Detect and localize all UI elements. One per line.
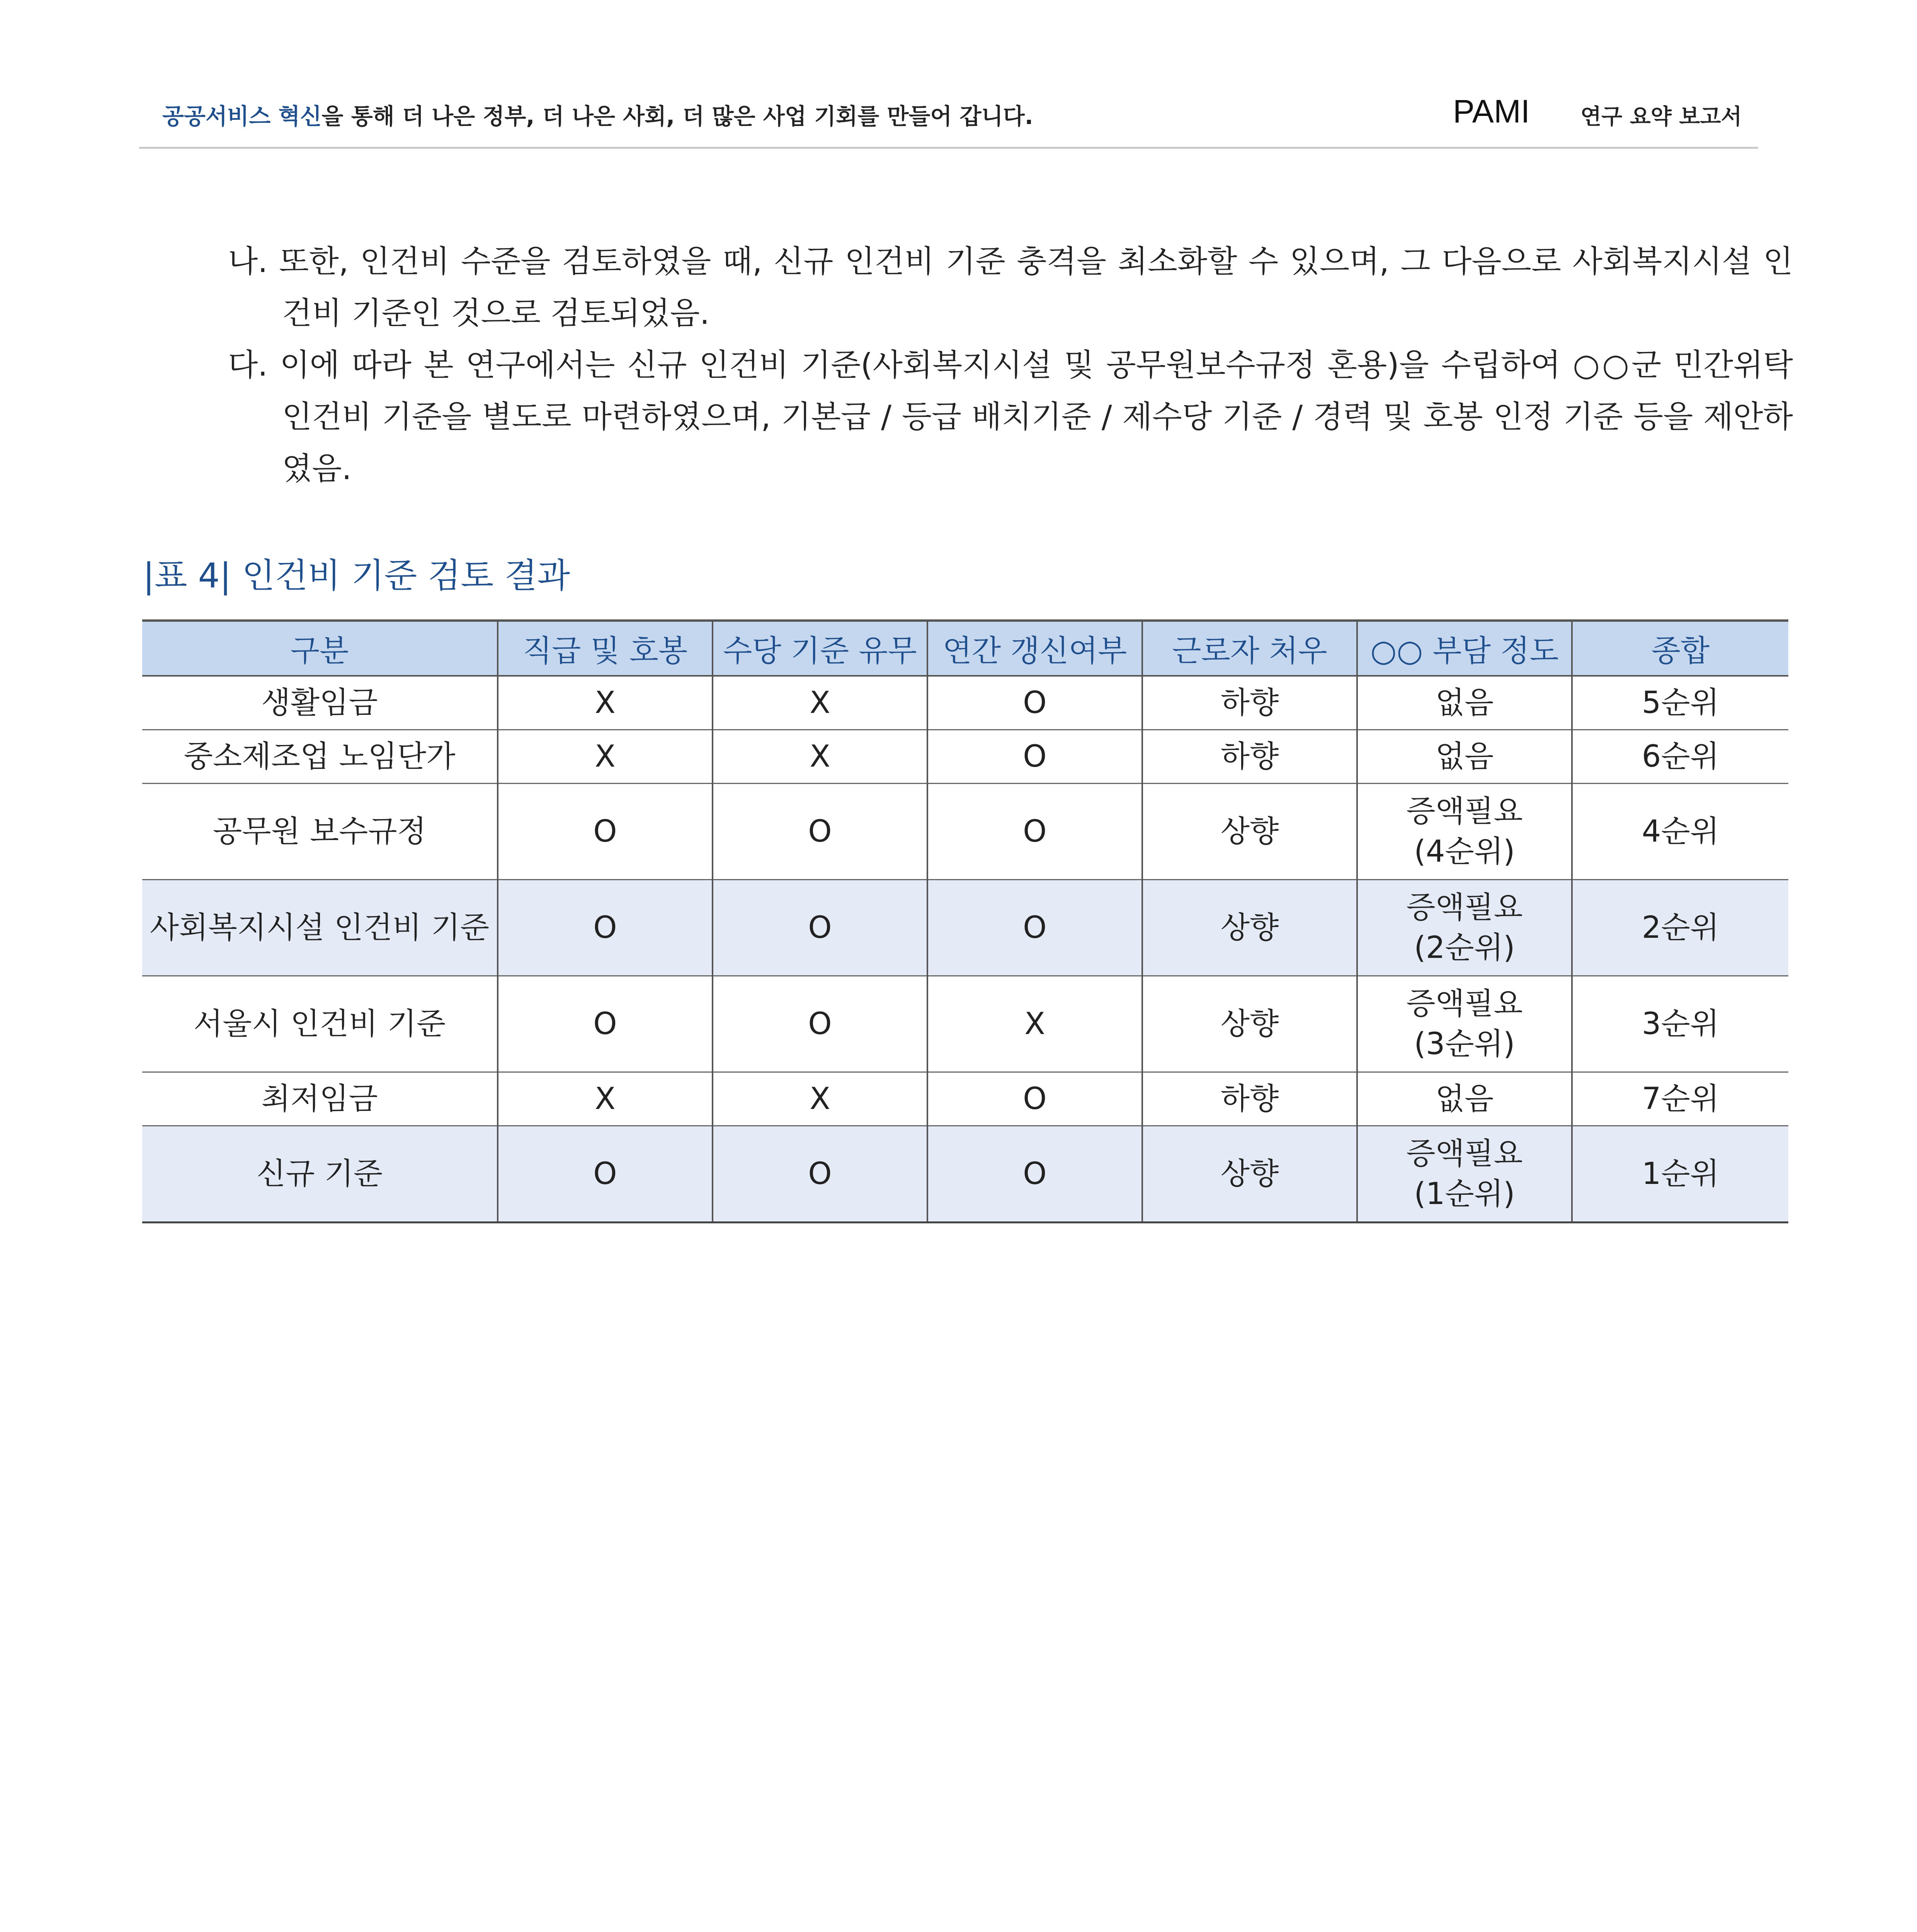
table-cell: O bbox=[713, 784, 927, 880]
table-cell: O bbox=[927, 1126, 1142, 1223]
header-cell: 연간 갱신여부 bbox=[927, 621, 1142, 676]
table-cell: O bbox=[498, 784, 713, 880]
table-cell: 상향 bbox=[1142, 784, 1357, 880]
body-text bbox=[228, 236, 1793, 495]
table-cell: 없음 bbox=[1357, 1072, 1572, 1126]
table-cell: 중소제조업 노임단가 bbox=[142, 730, 498, 784]
table-cell: O bbox=[927, 784, 1142, 880]
table-cell: 3순위 bbox=[1572, 976, 1788, 1072]
table-row bbox=[142, 880, 1788, 976]
table-cell: X bbox=[713, 730, 927, 784]
table-cell: X bbox=[498, 1072, 713, 1126]
table-cell bbox=[1357, 880, 1572, 976]
header-brand: PAMI bbox=[1453, 93, 1530, 129]
table-cell: 상향 bbox=[1142, 1126, 1357, 1223]
table-cell: 하향 bbox=[1142, 676, 1357, 730]
labor-cost-table bbox=[142, 619, 1788, 1223]
table-cell bbox=[1357, 784, 1572, 880]
table-cell: 없음 bbox=[1357, 676, 1572, 730]
table-cell: O bbox=[713, 976, 927, 1072]
table-cell: 최저임금 bbox=[142, 1072, 498, 1126]
table-row bbox=[142, 784, 1788, 880]
burden-rank: (1순위) bbox=[1414, 1177, 1515, 1211]
table-row bbox=[142, 1072, 1788, 1126]
page-header bbox=[139, 93, 1758, 146]
header-cell: 수당 기준 유무 bbox=[713, 621, 927, 676]
table-cell: O bbox=[927, 1072, 1142, 1126]
header-cell: ○○ 부담 정도 bbox=[1357, 621, 1572, 676]
table-cell: X bbox=[498, 730, 713, 784]
slogan-highlight: 공공서비스 혁신 bbox=[162, 103, 322, 129]
paragraph-da: 다. 이에 따라 본 연구에서는 신규 인건비 기준(사회복지시설 및 공무원보수규정 혼용)을 수립하여 ○○군 민간위탁 인건비 기준을 별도로 마련하였으며, 기본급 / 등급 배치기준 / 제수당 기준 / 경력 및 호봉 인정 기준 등을 제안하였음. bbox=[228, 347, 1793, 486]
table-cell: 서울시 인건비 기준 bbox=[142, 976, 498, 1072]
header-cell: 종합 bbox=[1572, 621, 1788, 676]
table-cell: O bbox=[498, 880, 713, 976]
table-cell: 사회복지시설 인건비 기준 bbox=[142, 880, 498, 976]
table-cell bbox=[1357, 1126, 1572, 1223]
header-cell: 구분 bbox=[142, 621, 498, 676]
header-cell: 직급 및 호봉 bbox=[498, 621, 713, 676]
table-row bbox=[142, 1126, 1788, 1223]
header-slogan bbox=[162, 98, 1033, 131]
table-cell: O bbox=[713, 1126, 927, 1223]
table-cell: O bbox=[927, 880, 1142, 976]
header-divider bbox=[139, 147, 1758, 149]
table-cell: 생활임금 bbox=[142, 676, 498, 730]
table-cell: O bbox=[713, 880, 927, 976]
table-row bbox=[142, 730, 1788, 784]
table-cell: X bbox=[498, 676, 713, 730]
table-cell: 1순위 bbox=[1572, 1126, 1788, 1223]
table-cell: 하향 bbox=[1142, 730, 1357, 784]
table-cell: O bbox=[498, 976, 713, 1072]
paragraph-na: 나. 또한, 인건비 수준을 검토하였을 때, 신규 인건비 기준 충격을 최소화할 수 있으며, 그 다음으로 사회복지시설 인건비 기준인 것으로 검토되었음. bbox=[228, 243, 1793, 331]
table-cell: 6순위 bbox=[1572, 730, 1788, 784]
table-cell: 하향 bbox=[1142, 1072, 1357, 1126]
table-cell: 없음 bbox=[1357, 730, 1572, 784]
table-cell: 신규 기준 bbox=[142, 1126, 498, 1223]
header-cell: 근로자 처우 bbox=[1142, 621, 1357, 676]
table-header-row bbox=[142, 621, 1788, 676]
table-cell: O bbox=[927, 730, 1142, 784]
table-row bbox=[142, 976, 1788, 1072]
table-cell bbox=[1357, 976, 1572, 1072]
table-cell: 2순위 bbox=[1572, 880, 1788, 976]
table-cell: O bbox=[927, 676, 1142, 730]
table-cell: X bbox=[927, 976, 1142, 1072]
table-cell: 공무원 보수규정 bbox=[142, 784, 498, 880]
table-cell: 상향 bbox=[1142, 976, 1357, 1072]
table-row bbox=[142, 676, 1788, 730]
burden-text: 증액필요 bbox=[1406, 1136, 1523, 1171]
slogan-rest: 을 통해 더 나은 정부, 더 나은 사회, 더 많은 사업 기회를 만들어 갑니다. bbox=[321, 103, 1033, 129]
table-title: |표 4| 인건비 기준 검토 결과 bbox=[143, 556, 570, 595]
burden-text: 증액필요 bbox=[1406, 890, 1523, 925]
table-cell: 5순위 bbox=[1572, 676, 1788, 730]
burden-text: 증액필요 bbox=[1406, 986, 1523, 1021]
table-cell: 상향 bbox=[1142, 880, 1357, 976]
burden-text: 증액필요 bbox=[1406, 794, 1523, 829]
table-cell: 4순위 bbox=[1572, 784, 1788, 880]
burden-rank: (2순위) bbox=[1414, 930, 1515, 965]
table-cell: 7순위 bbox=[1572, 1072, 1788, 1126]
table-cell: O bbox=[498, 1126, 713, 1223]
header-report-label: 연구 요약 보고서 bbox=[1580, 104, 1742, 129]
table-cell: X bbox=[713, 676, 927, 730]
table-cell: X bbox=[713, 1072, 927, 1126]
burden-rank: (3순위) bbox=[1414, 1027, 1515, 1061]
burden-rank: (4순위) bbox=[1414, 834, 1515, 869]
